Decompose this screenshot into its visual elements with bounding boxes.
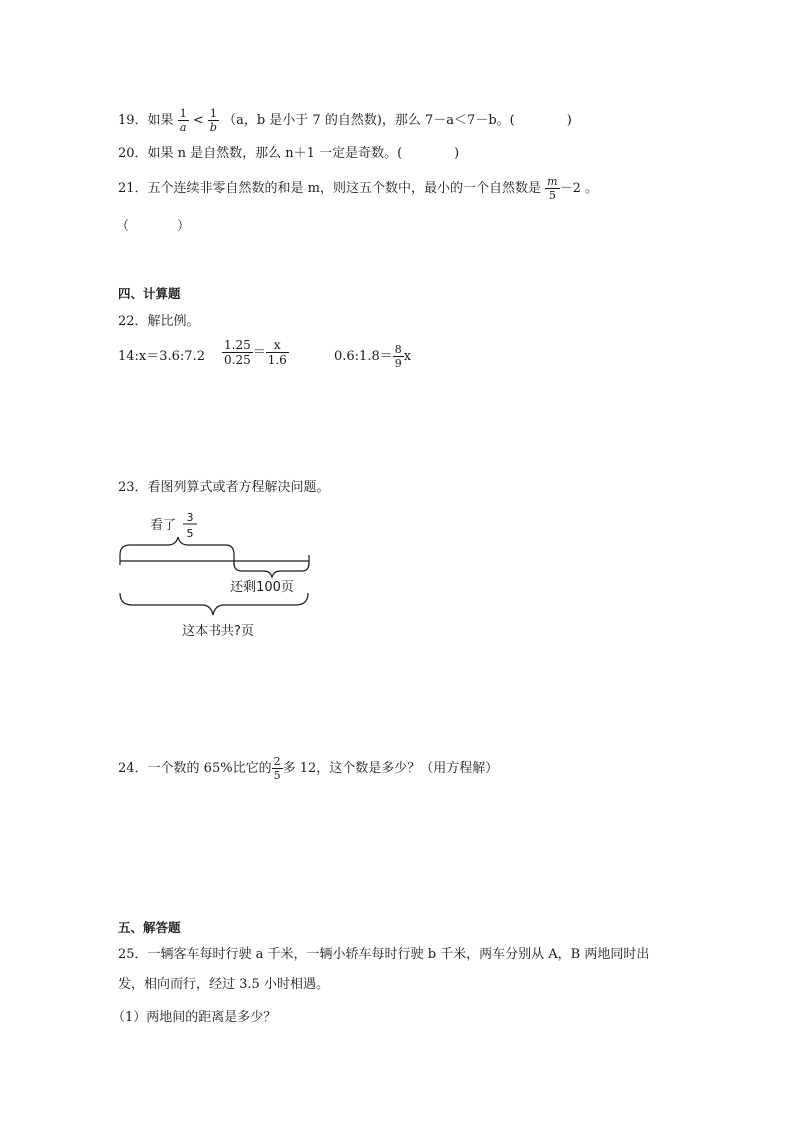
q23-remain-brace — [234, 563, 309, 577]
q19-frac1-denominator: a — [178, 120, 189, 133]
q23-remain-label: 还剩100页 — [230, 580, 294, 595]
section-5-heading: 五、解答题 — [118, 920, 181, 935]
q19-frac2-numerator: 1 — [209, 107, 217, 120]
q22-eq2-left-numerator: 1.25 — [224, 338, 251, 352]
q22-eq3-lead: 0.6:1.8＝ — [334, 349, 393, 364]
q22-eq2-right-numerator: x — [273, 338, 281, 352]
question-25-line-2: 发，相向而行，经过 3.5 小时相遇。 — [118, 977, 329, 992]
q19-less-than: < — [192, 113, 204, 128]
q24-frac-numerator: 2 — [273, 755, 281, 768]
q21-statement: 21．五个连续非零自然数的和是 m，则这五个数中，最小的一个自然数是 — [118, 181, 542, 196]
q22-eq2-right-denominator: 1.6 — [267, 353, 287, 367]
question-22: 22．解比例。 — [118, 314, 200, 329]
q24-frac-denominator: 5 — [273, 769, 281, 782]
q22-eq3-denominator: 9 — [394, 357, 402, 370]
q19-number: 19． — [118, 113, 148, 128]
q21-tail: －2 。 — [559, 181, 598, 196]
q19-fraction-1-over-a — [178, 108, 189, 133]
question-20 — [118, 147, 459, 160]
q19-frac2-denominator: b — [209, 121, 217, 134]
q19-statement: （a，b 是小于 7 的自然数)，那么 7－a＜7－b。( — [223, 113, 515, 128]
q21-paren-close: ） — [177, 219, 191, 234]
q23-read-fraction-denominator: 5 — [186, 527, 194, 540]
q20-statement: 20．如果 n 是自然数，那么 n＋1 一定是奇数。( — [118, 146, 403, 161]
q23-read-brace — [120, 537, 234, 555]
q22-equation-1: 14:x＝3.6:7.2 — [118, 349, 205, 364]
q22-equation-3 — [334, 344, 411, 369]
q23-diagram — [110, 505, 330, 645]
q23-read-label: 看了 — [150, 518, 177, 533]
q23-read-fraction-numerator: 3 — [186, 511, 194, 524]
q22-eq2-right-fraction — [266, 339, 289, 366]
question-24 — [118, 756, 498, 781]
q22-eq2-left-fraction — [222, 339, 253, 366]
q24-tail: 多 12，这个数是多少？（用方程解） — [282, 761, 499, 776]
q20-answer-close: ) — [454, 146, 460, 161]
q24-lead: 24．一个数的 65%比它的 — [118, 761, 272, 776]
q22-eq3-tail: x — [403, 349, 412, 364]
q21-fraction-m-over-5 — [545, 176, 559, 201]
q19-fraction-1-over-b — [208, 108, 219, 133]
question-23: 23．看图列算式或者方程解决问题。 — [118, 480, 330, 495]
q22-eq3-fraction — [393, 344, 404, 369]
q21-frac-numerator: m — [547, 175, 558, 188]
q24-fraction-2-over-5 — [272, 756, 283, 781]
q22-eq2-left-denominator: 0.25 — [224, 353, 251, 367]
q22-eq2-equals: ＝ — [252, 345, 266, 360]
q22-equation-2 — [222, 339, 289, 366]
question-19 — [118, 108, 572, 133]
q21-paren-open: （ — [116, 219, 130, 234]
q19-answer-close: ) — [566, 113, 572, 128]
q19-frac1-numerator: 1 — [179, 107, 187, 120]
question-21 — [118, 176, 598, 201]
q22-eq3-numerator: 8 — [394, 343, 402, 356]
q23-total-brace — [120, 593, 308, 615]
q21-frac-denominator: 5 — [545, 188, 559, 201]
section-4-heading: 四、计算题 — [118, 286, 181, 301]
q23-total-label: 这本书共?页 — [182, 624, 254, 639]
question-25-line-1: 25．一辆客车每时行驶 a 千米，一辆小轿车每时行驶 b 千米，两车分别从 A，B 两地同时出 — [118, 947, 650, 962]
q19-lead: 如果 — [147, 113, 174, 128]
q21-answer-parentheses — [116, 220, 190, 233]
question-25-sub-1: （1）两地间的距离是多少？ — [112, 1010, 277, 1025]
